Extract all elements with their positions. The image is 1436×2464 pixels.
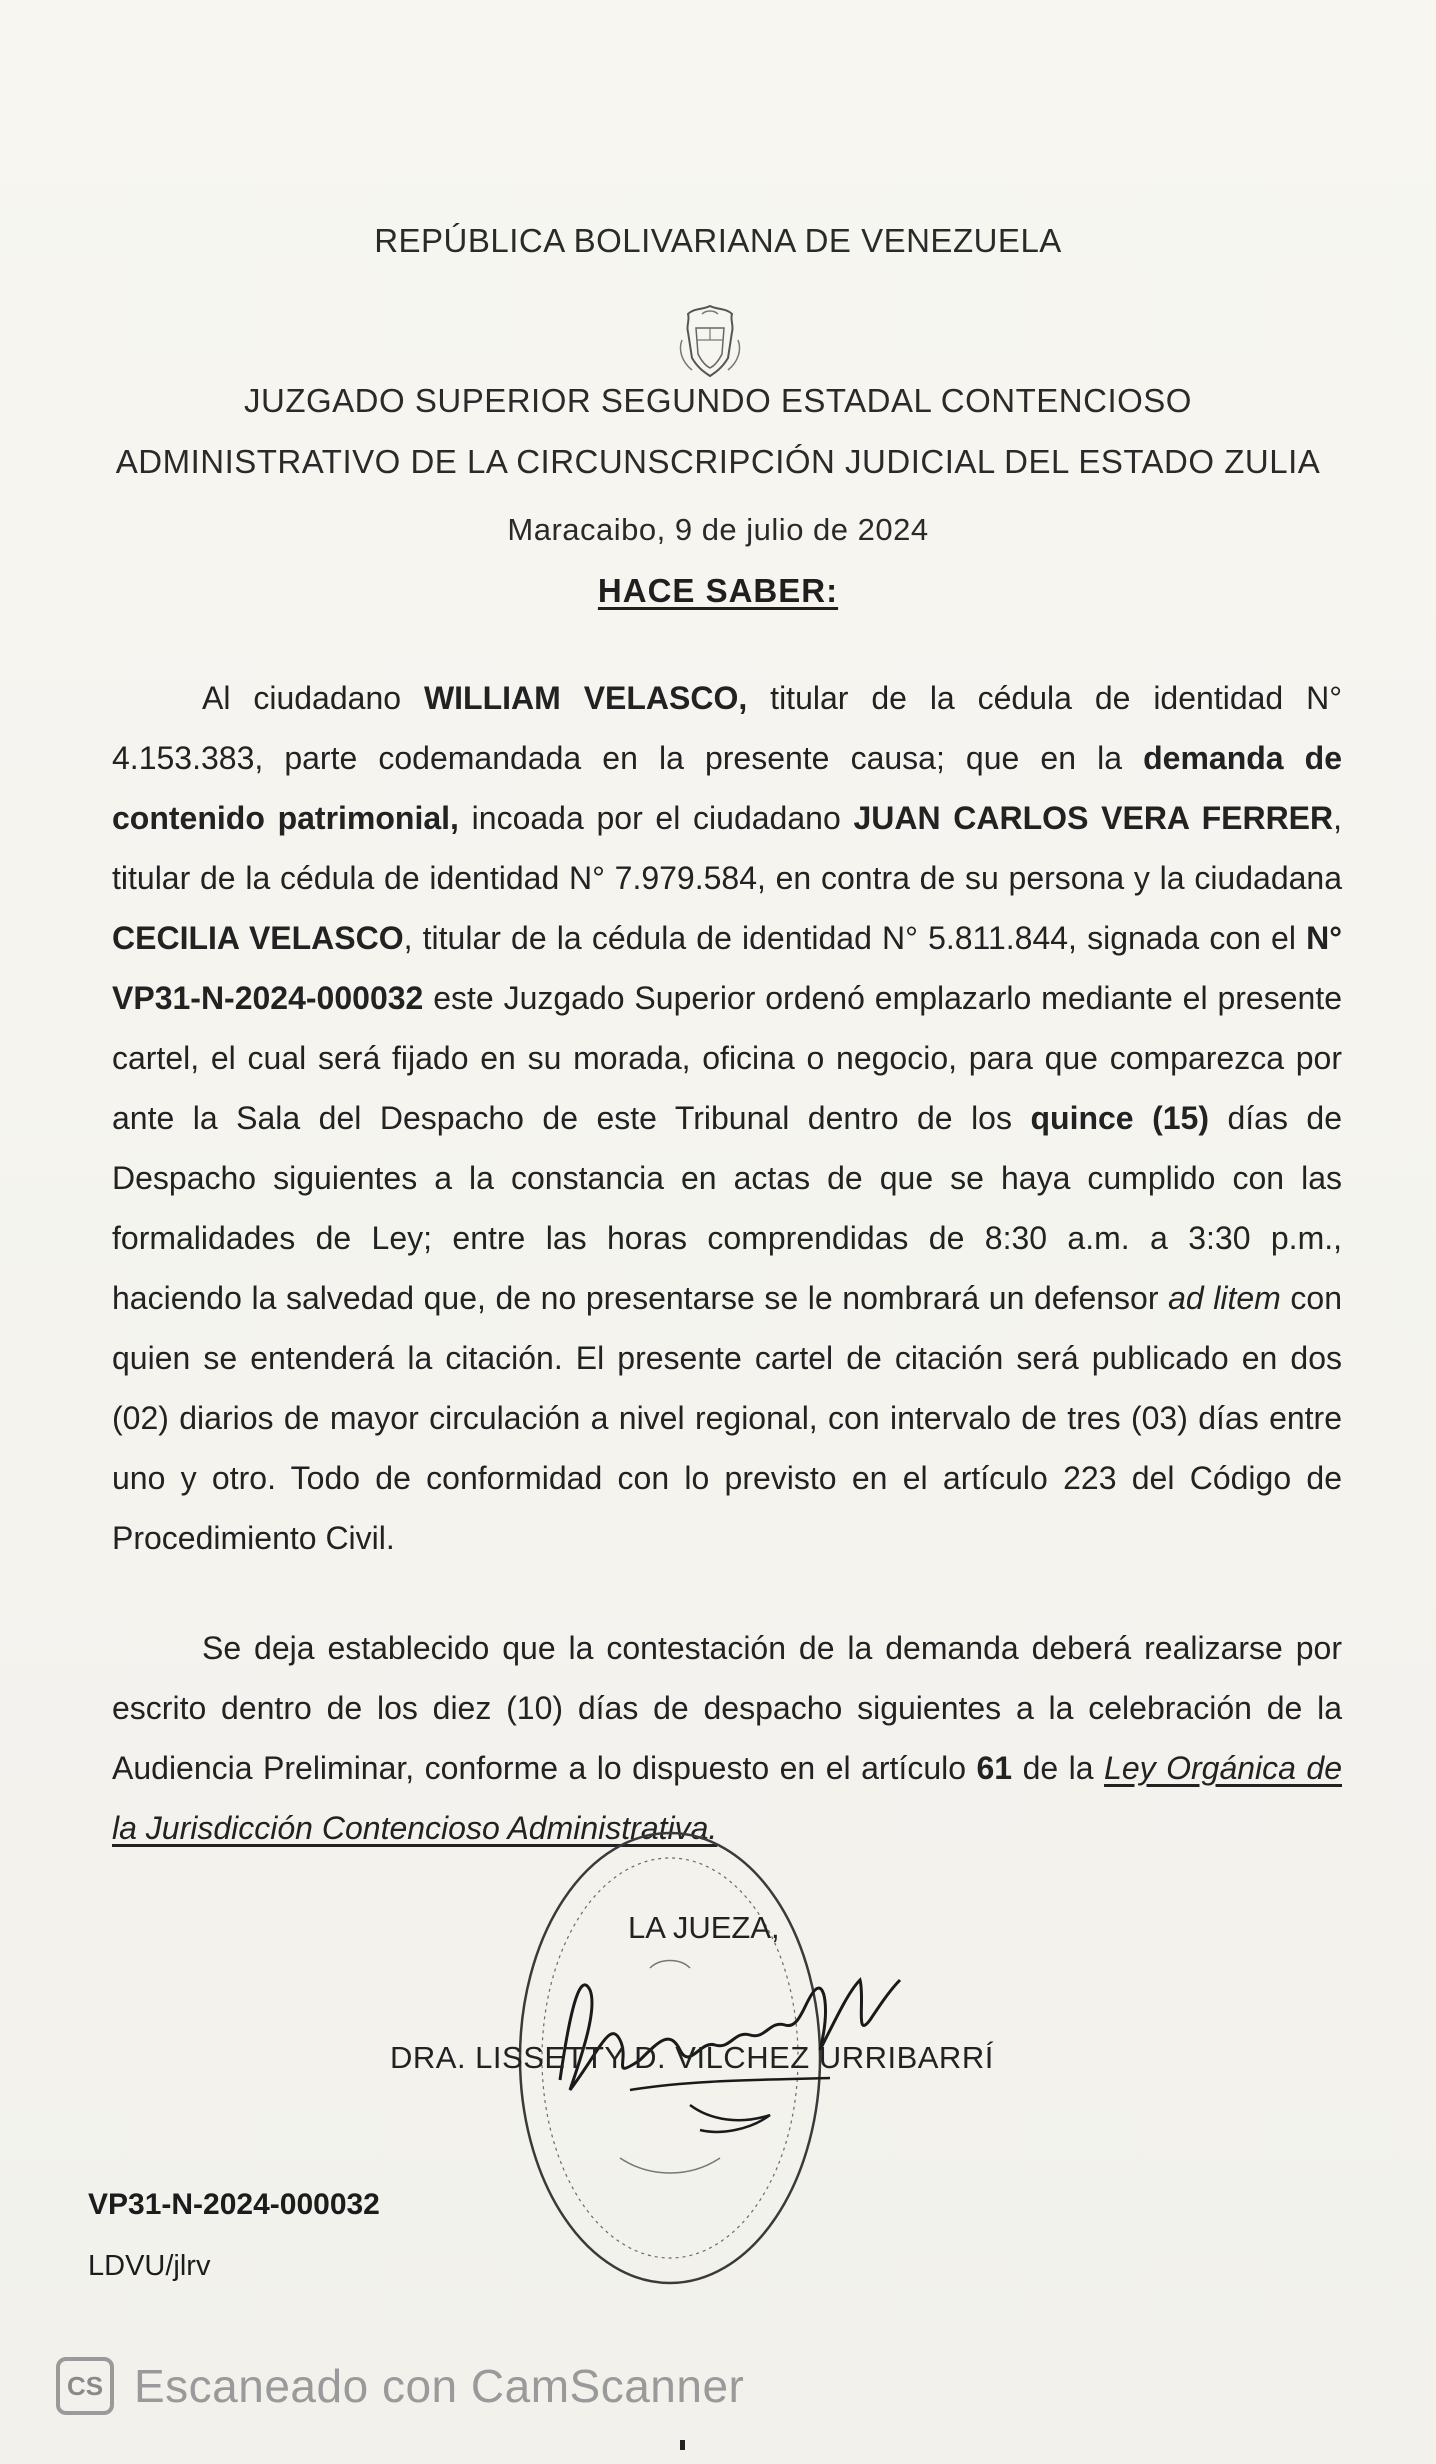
p1-text-7: días de Despacho siguientes a la constancia en actas de que se haya cumplido con las formalidades de Ley; entre las horas comprendidas de 8:30 a.m. a 3:30 p.m., haciendo la salvedad que, de no presentarse se le nombrará un defensor: [112, 1100, 1343, 1316]
judge-title: LA JUEZA,: [628, 1910, 780, 1945]
body-paragraph-1: [112, 668, 1342, 1568]
p1-text-6: este Juzgado Superior ordenó emplazarlo mediante el presente cartel, el cual será fijado en su morada, oficina o negocio, para que comparezca por ante la Sala del Despacho de este Tribunal dentro de los: [112, 980, 1342, 1136]
p1-text-5: , titular de la cédula de identidad N° 5.811.844, signada con el: [403, 920, 1307, 956]
court-name-line-1: JUZGADO SUPERIOR SEGUNDO ESTADAL CONTENCIOSO: [244, 382, 1192, 419]
coat-of-arms-icon: [672, 300, 748, 380]
p1-text-1: Al ciudadano: [202, 680, 424, 716]
court-name-line-2: ADMINISTRATIVO DE LA CIRCUNSCRIPCIÓN JUDICIAL DEL ESTADO ZULIA: [115, 443, 1321, 480]
codefendant-name: CECILIA VELASCO: [112, 920, 404, 956]
article-number: 61: [976, 1750, 1013, 1786]
notice-heading-text: HACE SABER:: [597, 572, 839, 609]
plaintiff-name: JUAN CARLOS VERA FERRER: [853, 800, 1334, 836]
scanner-watermark: [56, 2354, 744, 2418]
p2-text-2: de la: [1012, 1750, 1105, 1786]
ad-litem-term: ad litem: [1168, 1280, 1281, 1316]
law-name: Ley Orgánica de la Jurisdicción Contencioso Administrativa.: [112, 1750, 1343, 1846]
republic-heading: REPÚBLICA BOLIVARIANA DE VENEZUELA: [374, 222, 1062, 259]
p1-text-8: con quien se entenderá la citación. El presente cartel de citación será publicado en dos (02) diarios de mayor circulación a nivel regional, con intervalo de tres (03) días entre uno y otro. Todo de conformidad con lo previsto en el artículo 223 del Código de Procedimiento Civil.: [112, 1280, 1343, 1556]
watermark-text: Escaneado con CamScanner: [134, 2360, 745, 2412]
scan-mark: [680, 2440, 685, 2450]
notice-heading: [0, 572, 1436, 610]
camscanner-logo-icon: CS: [56, 2357, 114, 2415]
defendant-name: WILLIAM VELASCO,: [423, 680, 748, 716]
claim-type: demanda de contenido patrimonial,: [112, 740, 1343, 836]
judge-name: DRA. LISSETTY D. VILCHEZ URRIBARRÍ: [390, 2040, 994, 2075]
deadline-days: quince (15): [1030, 1100, 1209, 1136]
case-number: VP31-N-2024-000032: [88, 2188, 380, 2221]
date-line: Maracaibo, 9 de julio de 2024: [507, 512, 929, 547]
case-reference: N° VP31-N-2024-000032: [112, 920, 1343, 1016]
p1-text-4: , titular de la cédula de identidad N° 7.979.584, en contra de su persona y la ciudadana: [112, 800, 1343, 896]
p1-text-3: incoada por el ciudadano: [458, 800, 854, 836]
p2-text-1: Se deja establecido que la contestación de la demanda deberá realizarse por escrito dentro de los diez (10) días de despacho siguientes a la celebración de la Audiencia Preliminar, conforme a lo dispuesto en el artículo: [112, 1630, 1342, 1786]
drafter-initials: LDVU/jlrv: [88, 2250, 211, 2282]
p1-text-2: titular de la cédula de identidad N° 4.153.383, parte codemandada en la presente causa; que en la: [112, 680, 1343, 776]
